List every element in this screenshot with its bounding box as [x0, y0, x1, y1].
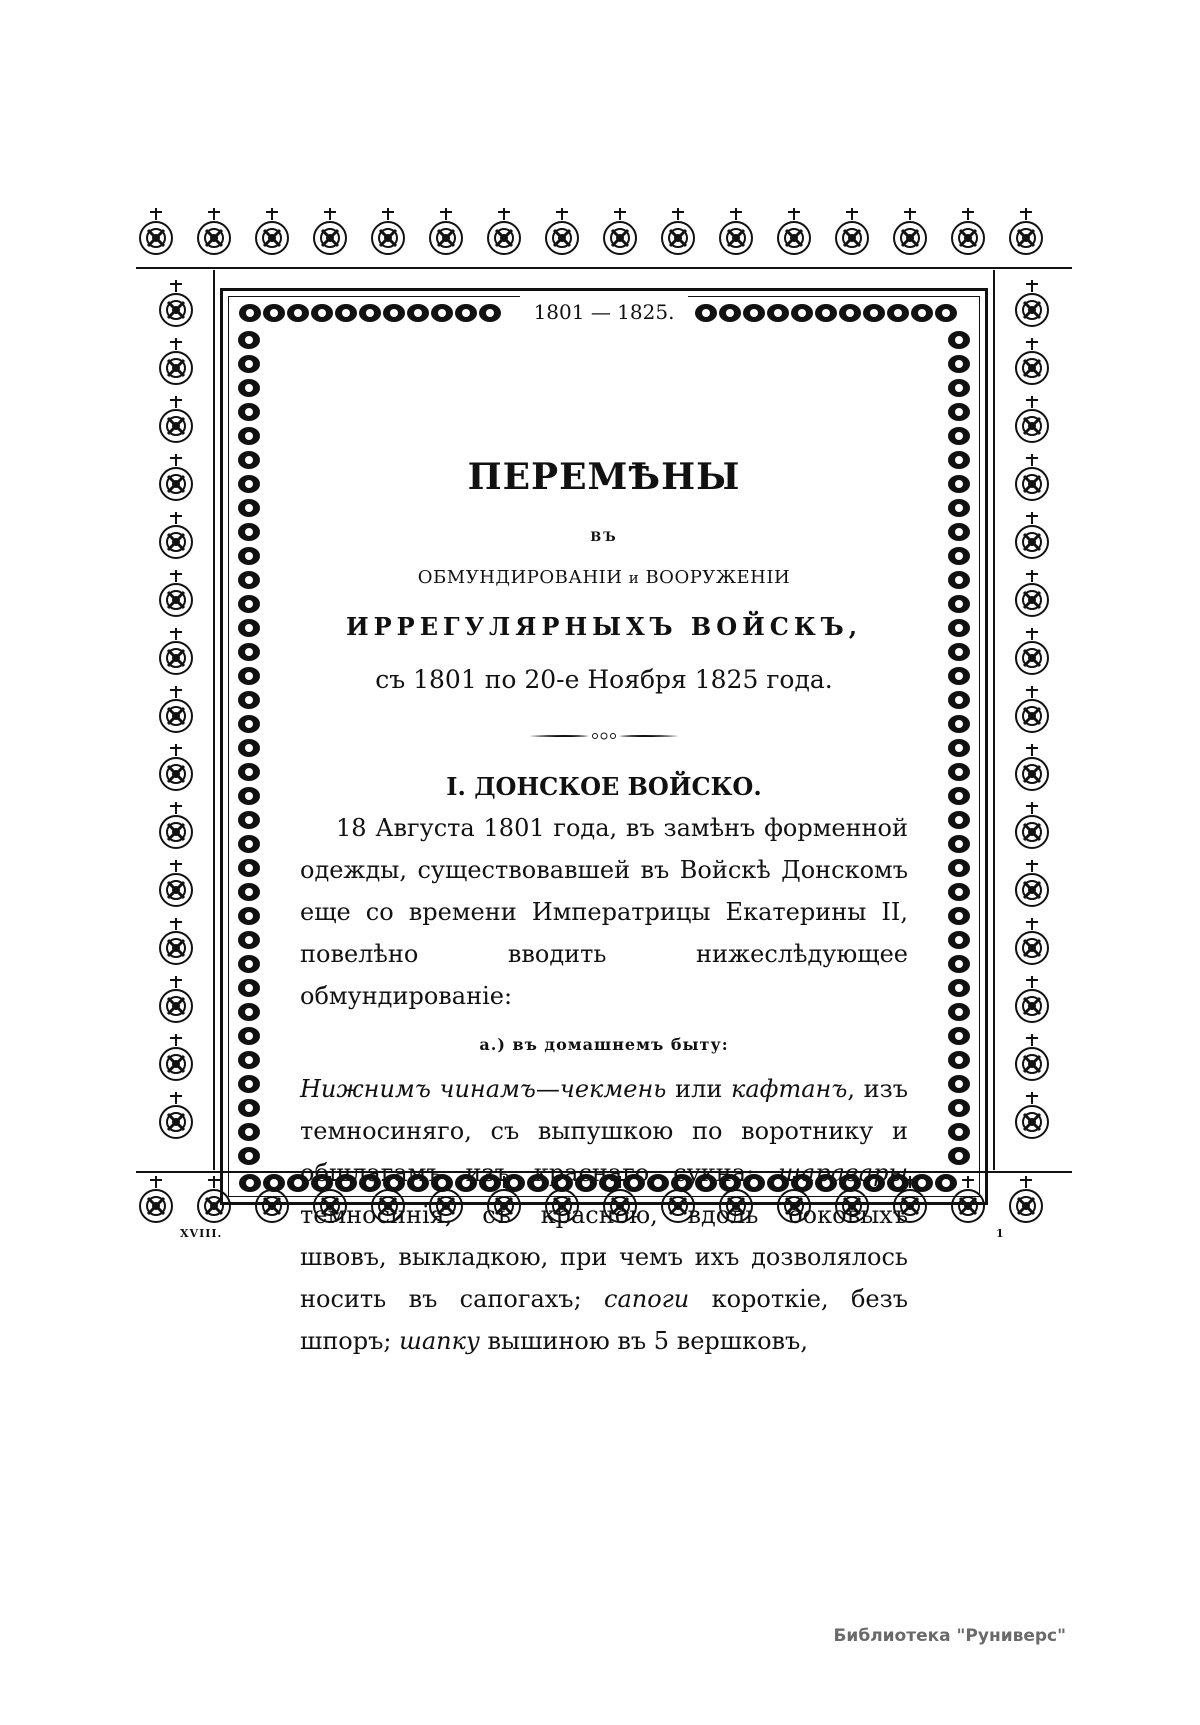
- page-title: ПЕРЕМѢНЫ: [467, 456, 741, 498]
- sub-heading: а.) въ домашнемъ быту:: [479, 1034, 729, 1054]
- p2-text-1: или: [666, 1074, 732, 1103]
- signature-left: XVIII.: [180, 1227, 223, 1240]
- paragraph-2: [300, 1068, 908, 1362]
- ornamental-border-left: [136, 190, 216, 1253]
- p2-text-2: , изъ темносиняго, съ выпушкою по воротнику и обшлагамъ изъ краснаго сукна;: [300, 1074, 908, 1187]
- p2-text-5: вышиною въ 5 вершковъ,: [479, 1326, 808, 1355]
- title-line-2: ИРРЕГУЛЯРНЫХЪ ВОЙСКЪ,: [345, 611, 863, 641]
- ornamental-border-right: [992, 190, 1072, 1253]
- p2-italic-5: сапоги: [604, 1284, 690, 1313]
- page-content: [300, 440, 908, 1362]
- p2-dash: —: [535, 1074, 560, 1103]
- title-line-3: съ 1801 по 20-е Ноября 1825 года.: [375, 664, 833, 694]
- signature-right: 1: [996, 1227, 1004, 1240]
- chain-border-right: [946, 300, 972, 1196]
- chain-border-left: [236, 300, 262, 1196]
- title-line-1: [300, 567, 908, 588]
- p2-text-4: короткіе, безъ шпоръ;: [300, 1284, 908, 1355]
- decorative-rule: [529, 730, 679, 742]
- title-line-1-a: ОБМУНДИРОВАНІИ: [417, 566, 623, 588]
- paragraph-1: [300, 807, 908, 1017]
- header-years: 1801 — 1825.: [520, 296, 688, 328]
- p2-italic-2: чекмень: [559, 1074, 667, 1103]
- p2-italic-4: шаравары: [778, 1158, 908, 1187]
- p2-italic-3: кафтанъ: [731, 1074, 848, 1103]
- title-preposition: ВЪ: [590, 529, 618, 545]
- title-line-1-b: ВООРУЖЕНІИ: [645, 566, 791, 588]
- p2-italic-1: Нижнимъ чинамъ: [300, 1074, 536, 1103]
- library-watermark: Библиотека "Руниверс": [833, 1626, 1066, 1646]
- p2-text-3: темносинія, съ красною, вдоль боковыхъ швовъ, выкладкою, при чемъ ихъ дозволялось носить въ сапогахъ;: [300, 1200, 908, 1313]
- p2-italic-6: шапку: [399, 1326, 480, 1355]
- title-line-1-conj: и: [628, 568, 640, 587]
- section-heading: I. ДОНСКОЕ ВОЙСКО.: [446, 771, 762, 801]
- paragraph-1-text: 18 Августа 1801 года, въ замѣнъ форменной одежды, существовавшей въ Войскѣ Донскомъ еще со времени Императрицы Екатерины II, повелѣно вводить нижеслѣдующее обмундированіе:: [300, 813, 908, 1010]
- ornamental-border-top: [136, 190, 1072, 270]
